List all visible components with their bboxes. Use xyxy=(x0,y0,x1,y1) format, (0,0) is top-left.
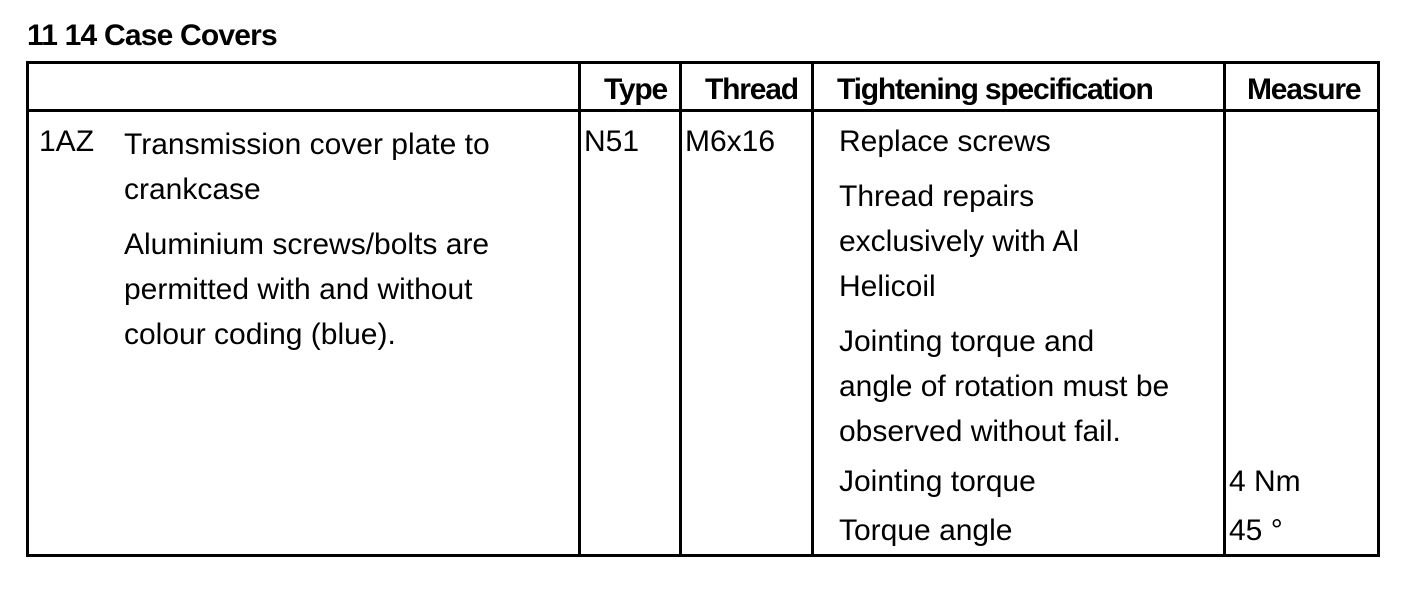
torque-angle-value: 45 ° xyxy=(1229,514,1283,547)
replace-screws-text: Replace screws xyxy=(839,125,1051,158)
description-line: crankcase xyxy=(124,173,261,206)
thread-repair-text: exclusively with Al xyxy=(839,225,1080,258)
item-description xyxy=(124,122,490,357)
observe-text: observed without fail. xyxy=(839,415,1121,448)
thread-repair-text: Thread repairs xyxy=(839,180,1035,213)
description-line: Transmission cover plate to xyxy=(124,128,490,161)
header-thread: Thread xyxy=(705,73,798,106)
description-note-line: colour coding (blue). xyxy=(124,318,396,351)
tightening-spec xyxy=(839,119,1169,553)
torque-angle-label: Torque angle xyxy=(839,514,1013,547)
header-tightening-specification: Tightening specification xyxy=(837,73,1153,106)
description-note-line: permitted with and without xyxy=(124,273,473,306)
observe-text: Jointing torque and xyxy=(839,325,1095,358)
column-divider xyxy=(679,64,682,554)
column-divider xyxy=(578,64,581,554)
jointing-torque-value: 4 Nm xyxy=(1229,465,1301,498)
jointing-torque-label: Jointing torque xyxy=(839,465,1036,498)
column-divider xyxy=(1223,64,1226,554)
section-title: 11 14 Case Covers xyxy=(27,19,277,52)
header-type: Type xyxy=(604,73,667,106)
specification-table xyxy=(26,61,1380,557)
observe-text: angle of rotation must be xyxy=(839,370,1170,403)
type-value: N51 xyxy=(584,125,640,158)
item-code: 1AZ xyxy=(39,125,95,158)
thread-repair-text: Helicoil xyxy=(839,270,936,303)
thread-value: M6x16 xyxy=(685,125,776,158)
header-measure: Measure xyxy=(1247,73,1361,106)
column-divider xyxy=(811,64,814,554)
header-divider xyxy=(29,109,1377,112)
description-note-line: Aluminium screws/bolts are xyxy=(124,228,490,261)
